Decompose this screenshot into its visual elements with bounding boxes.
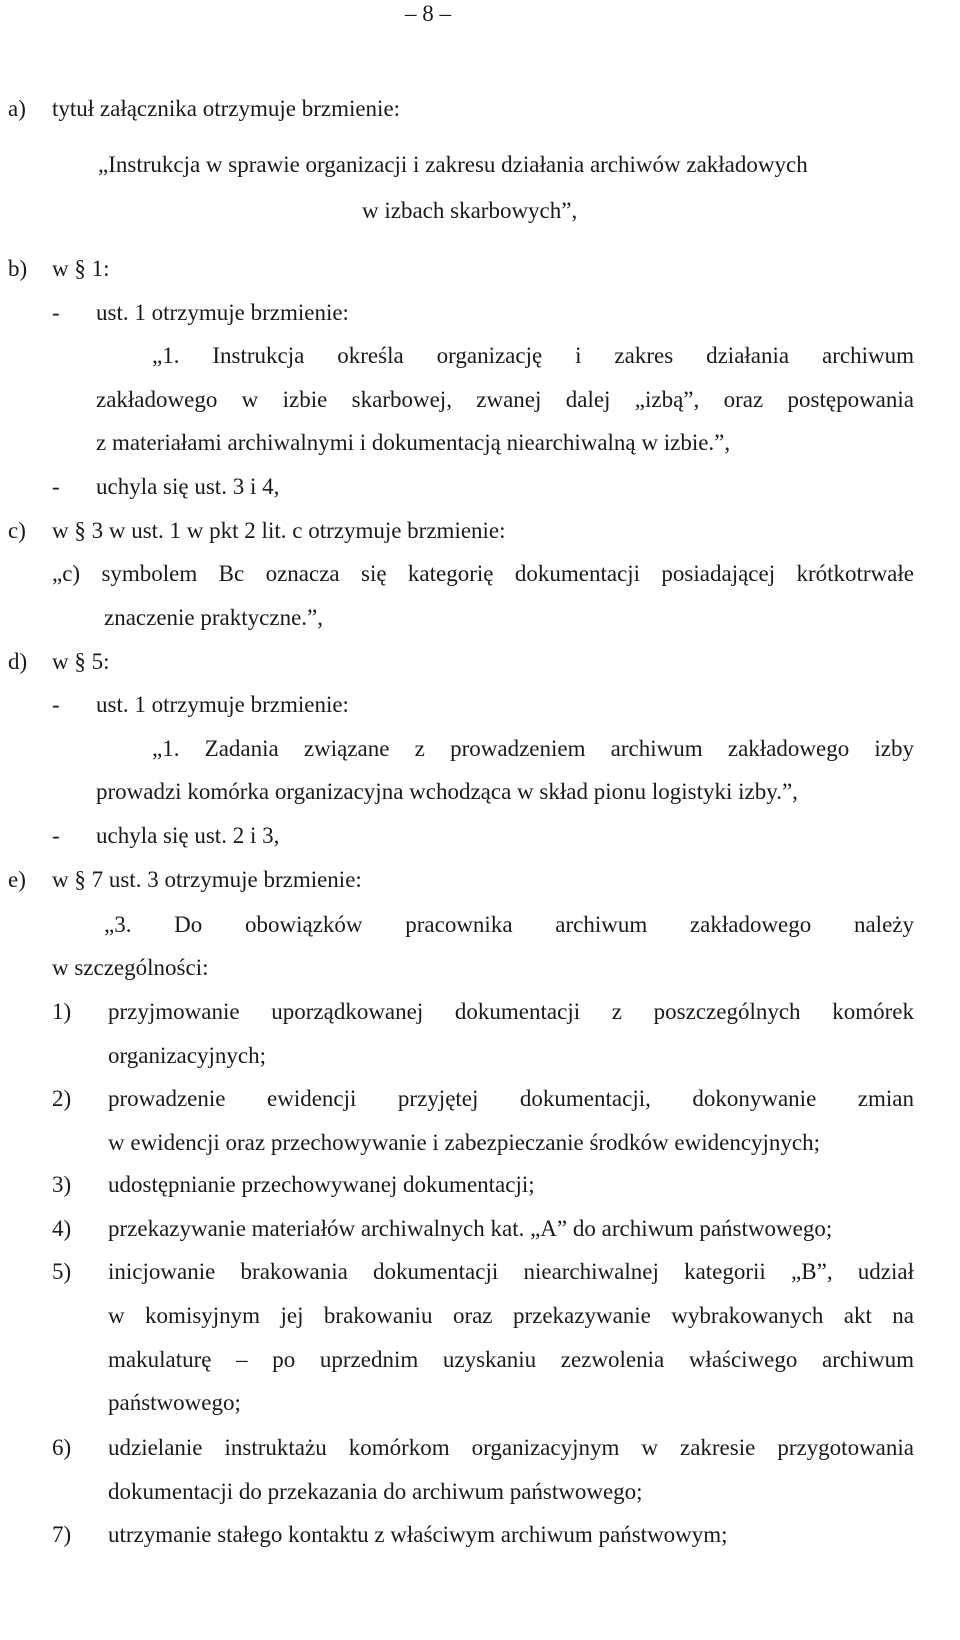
a-title-line-2: w izbach skarbowych”,: [362, 198, 578, 223]
b-item1-text: ust. 1 otrzymuje brzmienie:: [96, 300, 349, 325]
duty-number: 3): [52, 1172, 72, 1197]
marker-e: e): [8, 867, 26, 892]
marker-a: a): [8, 96, 26, 121]
d-item1-dash: -: [52, 692, 60, 717]
b-intro: w § 1:: [52, 256, 110, 281]
d-item2-text: uchyla się ust. 2 i 3,: [96, 823, 280, 848]
d-quote-line-1: „1. Zadania związane z prowadzeniem archiwum zakładowego izby: [152, 736, 914, 761]
duty-line: państwowego;: [108, 1390, 241, 1415]
d-quote-line-2: prowadzi komórka organizacyjna wchodząca w skład pionu logistyki izby.”,: [96, 779, 798, 804]
a-title-line-1: „Instrukcja w sprawie organizacji i zakresu działania archiwów zakładowych: [98, 152, 808, 177]
b-quote-line-3: z materiałami archiwalnymi i dokumentacją niearchiwalną w izbie.”,: [96, 430, 731, 455]
d-item1-text: ust. 1 otrzymuje brzmienie:: [96, 692, 349, 717]
marker-c: c): [8, 518, 26, 543]
duty-line: przekazywanie materiałów archiwalnych kat. „A” do archiwum państwowego;: [108, 1216, 833, 1241]
duty-line: makulaturę – po uprzednim uzyskaniu zezwolenia właściwego archiwum: [108, 1347, 914, 1372]
duty-line: w ewidencji oraz przechowywanie i zabezpieczanie środków ewidencyjnych;: [108, 1130, 821, 1155]
duty-line: udzielanie instruktażu komórkom organizacyjnym w zakresie przygotowania: [108, 1435, 914, 1460]
b-item1-dash: -: [52, 300, 60, 325]
marker-d: d): [8, 649, 28, 674]
duty-line: organizacyjnych;: [108, 1043, 266, 1068]
b-item2-dash: -: [52, 474, 60, 499]
duty-number: 2): [52, 1086, 72, 1111]
b-quote-line-1: „1. Instrukcja określa organizację i zakres działania archiwum: [152, 343, 914, 368]
a-intro: tytuł załącznika otrzymuje brzmienie:: [52, 96, 401, 121]
duty-line: prowadzenie ewidencji przyjętej dokumentacji, dokonywanie zmian: [108, 1086, 914, 1111]
d-intro: w § 5:: [52, 649, 110, 674]
b-quote-line-2: zakładowego w izbie skarbowej, zwanej dalej „izbą”, oraz postępowania: [96, 387, 914, 412]
e-quote-line-1: „3. Do obowiązków pracownika archiwum zakładowego należy: [104, 912, 914, 937]
c-intro: w § 3 w ust. 1 w pkt 2 lit. c otrzymuje brzmienie:: [52, 518, 506, 543]
duty-number: 5): [52, 1259, 72, 1284]
duty-number: 4): [52, 1216, 72, 1241]
c-quote-line-2: znaczenie praktyczne.”,: [104, 605, 323, 630]
duty-number: 1): [52, 999, 72, 1024]
e-quote-line-2: w szczególności:: [52, 955, 209, 980]
duty-line: utrzymanie stałego kontaktu z właściwym archiwum państwowym;: [108, 1522, 728, 1547]
b-item2-text: uchyla się ust. 3 i 4,: [96, 474, 280, 499]
marker-b: b): [8, 256, 28, 281]
duty-line: przyjmowanie uporządkowanej dokumentacji z poszczególnych komórek: [108, 999, 914, 1024]
c-quote-line-1: „c) symbolem Bc oznacza się kategorię dokumentacji posiadającej krótkotrwałe: [52, 561, 914, 586]
e-intro: w § 7 ust. 3 otrzymuje brzmienie:: [52, 867, 362, 892]
duty-line: w komisyjnym jej brakowaniu oraz przekazywanie wybrakowanych akt na: [108, 1303, 914, 1328]
d-item2-dash: -: [52, 823, 60, 848]
duty-line: udostępnianie przechowywanej dokumentacji;: [108, 1172, 535, 1197]
duty-number: 6): [52, 1435, 72, 1460]
duty-line: dokumentacji do przekazania do archiwum państwowego;: [108, 1479, 643, 1504]
duty-line: inicjowanie brakowania dokumentacji niearchiwalnej kategorii „B”, udział: [108, 1259, 914, 1284]
page-number: – 8 –: [405, 1, 451, 26]
duty-number: 7): [52, 1522, 72, 1547]
